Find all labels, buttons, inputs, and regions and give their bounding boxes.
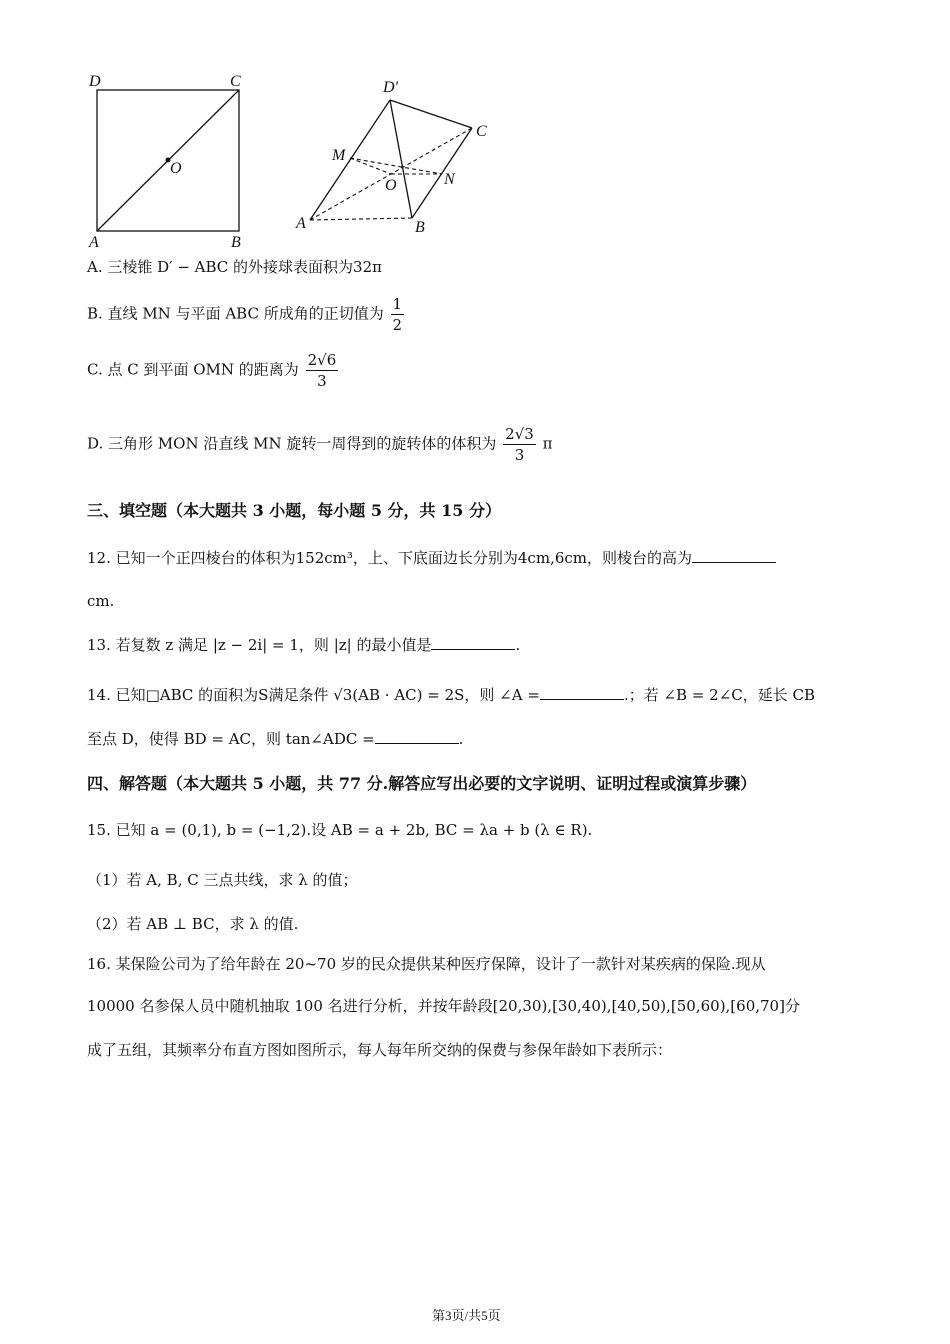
question-14: 14. 已知□ABC 的面积为S满足条件 √3(AB · AC) = 2S，则 ∠A = .；若 ∠B = 2∠C，延长 CB [87,686,816,704]
option-b-fraction: $\frac{1}{2}$ [392,295,403,334]
option-d [87,424,552,465]
page-number: 第3页/共5页 [432,1308,501,1323]
section-4-title: 四、解答题（本大题共 5 小题，共 77 分.解答应写出必要的文字说明、证明过程或演算步骤） [87,774,757,793]
label-D-prime: D′ [383,79,399,96]
option-a-text: A. 三棱锥 D′ − ABC 的外接球表面积为32π [87,258,382,276]
question-13-blank [431,635,515,650]
question-16-line-1: 16. 某保险公司为了给年龄在 20~70 岁的民众提供某种医疗保障，设计了一款针对某疾病的保险.现从 [87,955,766,973]
label-A: A [89,234,99,251]
option-c-fraction: $\frac{2√6}{3}$ [307,351,337,390]
section-3-title: 三、填空题（本大题共 3 小题，每小题 5 分，共 15 分） [87,501,501,520]
label-M: M [332,147,346,164]
option-c-text: C. 点 C 到平面 OMN 的距离为 [87,360,299,379]
question-14-text: 14. 已知□ABC 的面积为S满足条件 √3(AB · AC) = 2S，则 ∠A = [87,686,540,704]
label-O: O [385,177,397,194]
option-b [87,294,406,335]
label-B: B [415,219,425,236]
label-C: C [230,73,241,90]
label-C: C [476,123,487,140]
label-O: O [170,160,182,177]
question-12 [87,547,776,569]
question-14-blank-1 [540,685,624,700]
option-d-fraction: $\frac{2√3}{3}$ [505,425,534,464]
option-b-text: B. 直线 MN 与平面 ABC 所成角的正切值为 [87,304,384,323]
question-16-line-2: 10000 名参保人员中随机抽取 100 名进行分析，并按年龄段[20,30),[30,40),[40,50),[50,60),[60,70]分 [87,997,800,1015]
question-12-blank [692,548,776,563]
question-16-line-3: 成了五组，其频率分布直方图如图所示，每人每年所交纳的保费与参保年龄如下表所示： [87,1041,673,1059]
label-N: N [444,171,455,188]
square-figure [80,66,260,251]
option-a [87,256,382,278]
label-A: A [296,215,306,232]
label-D: D [89,73,101,90]
question-12-text: 12. 已知一个正四棱台的体积为152cm³，上、下底面边长分别为4cm,6cm，则棱台的高为 [87,549,692,567]
label-B: B [231,234,241,251]
tetrahedron-figure [290,70,500,240]
question-13-text: 13. 若复数 z 满足 |z − 2i| = 1，则 |z| 的最小值是 [87,636,432,654]
question-14-blank-2 [375,729,459,744]
question-13: 13. 若复数 z 满足 |z − 2i| = 1，则 |z| 的最小值是 . [87,636,521,654]
option-c [87,350,340,391]
question-14-line2: 至点 D，使得 BD = AC，则 tan∠ADC = . [87,730,464,748]
option-d-pi: π [542,434,553,453]
question-15-part-2: （2）若 AB ⊥ BC，求 λ 的值. [87,915,299,933]
question-15-part-1: （1）若 A, B, C 三点共线，求 λ 的值； [87,871,358,889]
option-d-text: D. 三角形 MON 沿直线 MN 旋转一周得到的旋转体的体积为 [87,434,497,453]
question-12-unit: cm. [87,592,115,610]
question-15: 15. 已知 a = (0,1), b = (−1,2).设 AB = a + 2b, BC = λa + b (λ ∈ R). [87,821,593,839]
